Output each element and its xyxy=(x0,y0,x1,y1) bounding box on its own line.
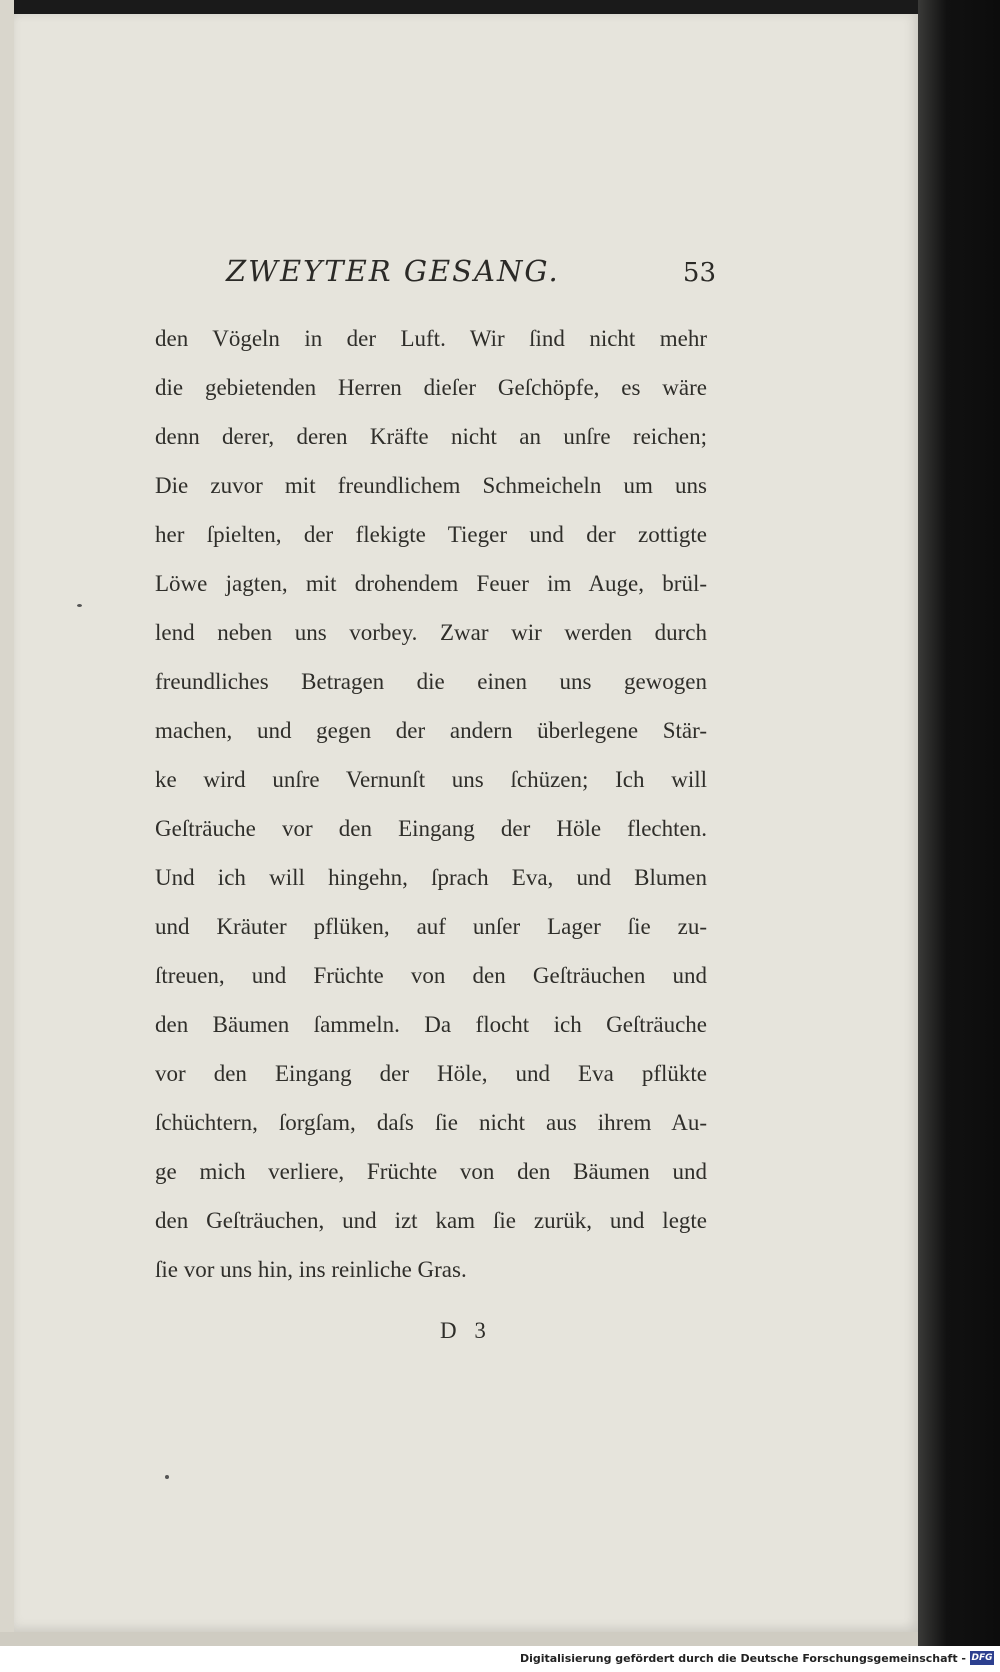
dfg-logo-icon: DFG xyxy=(971,1653,993,1663)
text-line: ſie vor uns hin, ins reinliche Gras. xyxy=(155,1257,467,1282)
text-line: lend neben uns vorbey. Zwar wir werden durch xyxy=(155,620,707,645)
text-line: Geſträuche vor den Eingang der Höle flechten. xyxy=(155,816,707,841)
text-line: Die zuvor mit freundlichem Schmeicheln um uns xyxy=(155,473,707,498)
text-line: Löwe jagten, mit drohendem Feuer im Auge, brül- xyxy=(155,571,707,596)
text-line: den Vögeln in der Luft. Wir ſind nicht mehr xyxy=(155,326,707,351)
text-line: her ſpielten, der flekigte Tieger und der zottigte xyxy=(155,522,707,547)
text-line: vor den Eingang der Höle, und Eva pflükte xyxy=(155,1061,707,1086)
text-line: machen, und gegen der andern überlegene Stär- xyxy=(155,718,707,743)
book-gutter xyxy=(918,0,1000,1646)
text-line: ke wird unſre Vernunſt uns ſchüzen; Ich will xyxy=(155,767,707,792)
text-line: freundliches Betragen die einen uns gewogen xyxy=(155,669,707,694)
page-edge-bottom xyxy=(0,1632,918,1646)
text-line: den Geſträuchen, und izt kam ſie zurük, und legte xyxy=(155,1208,707,1233)
text-line: ſchüchtern, ſorgſam, daſs ſie nicht aus ihrem Au- xyxy=(155,1110,707,1135)
text-line: und Kräuter pflüken, auf unſer Lager ſie zu- xyxy=(155,914,707,939)
ink-speck xyxy=(165,1475,169,1479)
footer-credit: Digitalisierung gefördert durch die Deutsche Forschungsgemeinschaft - xyxy=(519,1652,966,1665)
text-line: ſtreuen, und Früchte von den Geſträuchen und xyxy=(155,963,707,988)
text-line: ge mich verliere, Früchte von den Bäumen und xyxy=(155,1159,707,1184)
page-number: 53 xyxy=(682,258,716,288)
ink-speck xyxy=(77,604,82,607)
body-text xyxy=(155,322,707,1302)
text-line: denn derer, deren Kräfte nicht an unſre reichen; xyxy=(155,424,707,449)
signature-mark: D 3 xyxy=(440,1318,492,1343)
text-line: Und ich will hingehn, ſprach Eva, und Blumen xyxy=(155,865,707,890)
text-line: die gebietenden Herren dieſer Geſchöpfe, es wäre xyxy=(155,375,707,400)
page-edge-left xyxy=(0,0,14,1646)
running-head: ZWEYTER GESANG. xyxy=(226,254,560,288)
page-header xyxy=(226,254,716,294)
text-line: den Bäumen ſammeln. Da flocht ich Geſträuche xyxy=(155,1012,707,1037)
